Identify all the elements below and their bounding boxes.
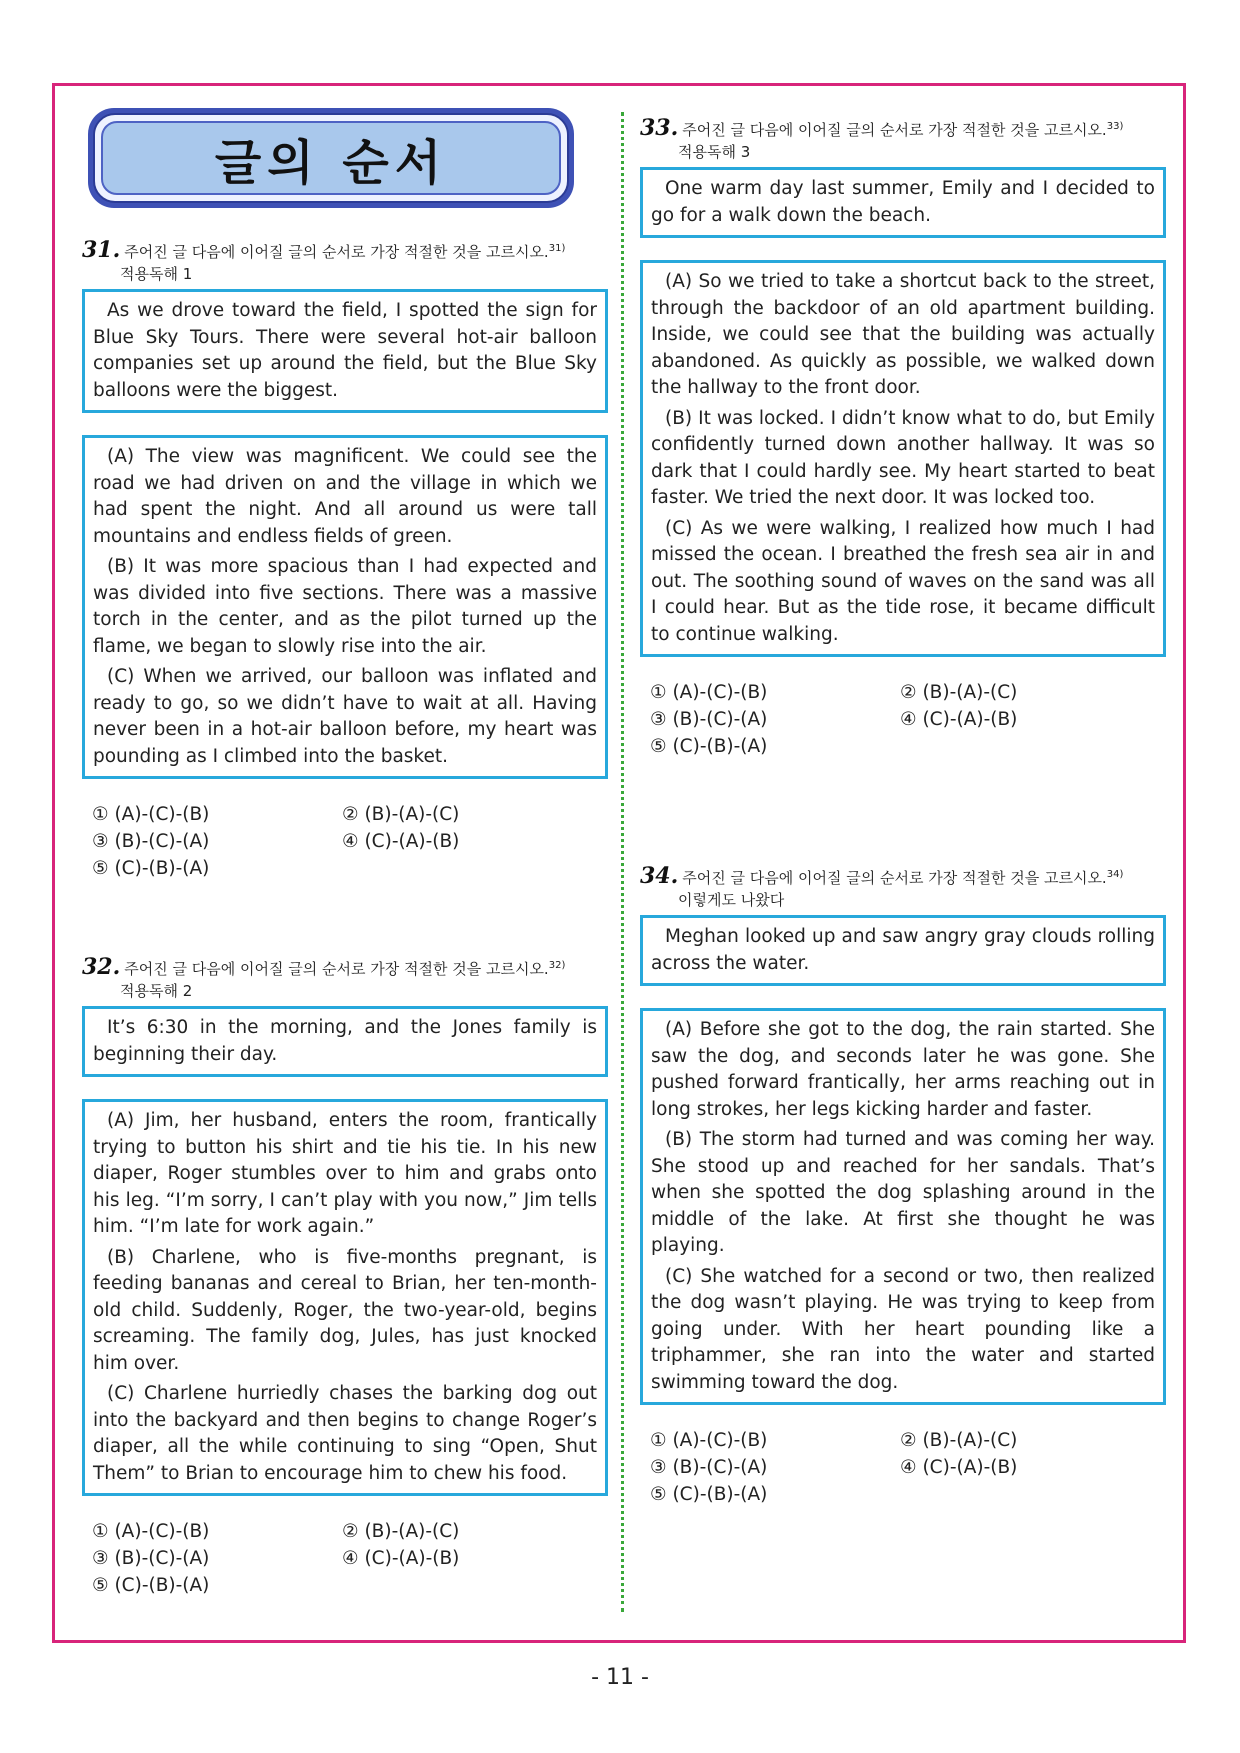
choice-5[interactable]: ⑤ (C)-(B)-(A)	[650, 1484, 768, 1505]
choice-3[interactable]: ③ (B)-(C)-(A)	[92, 831, 210, 852]
question-31	[82, 238, 608, 882]
question-number: 31.	[82, 237, 121, 263]
given-text-box	[640, 915, 1166, 986]
choice-1[interactable]: ① (A)-(C)-(B)	[650, 1430, 768, 1451]
paragraph-b: (B) Charlene, who is five-months pregnant, is feeding bananas and cereal to Brian, her ten-month-old child. Suddenly, Roger, the two-year-old, begins screaming. The family dog, Jules, has just knocked him over.	[93, 1246, 597, 1374]
passage-box	[640, 260, 1166, 657]
choice-5[interactable]: ⑤ (C)-(B)-(A)	[92, 858, 210, 879]
column-divider	[621, 112, 624, 1612]
choice-2[interactable]: ② (B)-(A)-(C)	[900, 682, 1018, 703]
passage-box	[82, 435, 608, 779]
question-instruction: 주어진 글 다음에 이어질 글의 순서로 가장 적절한 것을 고르시오.	[124, 243, 549, 261]
choice-4[interactable]: ④ (C)-(A)-(B)	[342, 1548, 460, 1569]
question-number: 33.	[640, 115, 679, 141]
choice-5[interactable]: ⑤ (C)-(B)-(A)	[92, 1575, 210, 1596]
question-source: 적용독해 2	[120, 982, 193, 1000]
question-header	[82, 238, 608, 285]
choice-1[interactable]: ① (A)-(C)-(B)	[92, 804, 210, 825]
paragraph-a: (A) So we tried to take a shortcut back to the street, through the backdoor of an old apartment building. Inside, we could see that the building was actually abandoned. As quickly as possible, we walked down the hallway to the front door.	[651, 271, 1155, 398]
paragraph-b: (B) It was locked. I didn’t know what to do, but Emily confidently turned down another hallway. It was so dark that I could hardly see. My heart started to beat faster. We tried the next door. It was locked too.	[651, 407, 1155, 508]
choice-1[interactable]: ① (A)-(C)-(B)	[650, 682, 768, 703]
question-source: 이렇게도 나왔다	[678, 891, 785, 909]
given-text-box	[82, 289, 608, 413]
given-text-box	[82, 1006, 608, 1077]
choice-1[interactable]: ① (A)-(C)-(B)	[92, 1521, 210, 1542]
choice-4[interactable]: ④ (C)-(A)-(B)	[900, 1457, 1018, 1478]
choice-3[interactable]: ③ (B)-(C)-(A)	[650, 1457, 768, 1478]
page-title: 글의 순서	[214, 134, 448, 191]
answer-choices	[82, 801, 608, 882]
page-number: - 11 -	[591, 1665, 649, 1690]
question-header	[82, 955, 608, 1002]
choice-2[interactable]: ② (B)-(A)-(C)	[342, 804, 460, 825]
choice-2[interactable]: ② (B)-(A)-(C)	[900, 1430, 1018, 1451]
paragraph-b: (B) The storm had turned and was coming her way. She stood up and reached for her sandals. That’s when she spotted the dog splashing around in the middle of the lake. At first she thought he was playing.	[651, 1129, 1155, 1256]
question-header	[640, 116, 1166, 163]
paragraph-a: (A) Jim, her husband, enters the room, frantically trying to button his shirt and tie his tie. In his new diaper, Roger stumbles over to him and grabs onto his leg. “I’m sorry, I can’t play with you now,” Jim tells him. “I’m late for work again.”	[93, 1110, 597, 1237]
question-source: 적용독해 3	[678, 143, 751, 161]
paragraph-b: (B) It was more spacious than I had expected and was divided into five sections. There was a massive torch in the center, and as the pilot turned up the flame, we began to slowly rise into the air.	[93, 556, 597, 657]
paragraph-c: (C) When we arrived, our balloon was inflated and ready to go, so we didn’t have to wait at all. Having never been in a hot-air balloon before, my heart was pounding as I climbed into the basket.	[93, 666, 597, 767]
paragraph-a: (A) The view was magnificent. We could see the road we had driven on and the village in which we had spent the night. And all around us were tall mountains and endless fields of green.	[93, 446, 597, 547]
question-number: 34.	[640, 863, 679, 889]
choice-2[interactable]: ② (B)-(A)-(C)	[342, 1521, 460, 1542]
given-text: As we drove toward the field, I spotted the sign for Blue Sky Tours. There were several hot-air balloon companies set up around the field, but the Blue Sky balloons were the biggest.	[93, 300, 597, 401]
answer-choices	[640, 679, 1166, 760]
question-instruction: 주어진 글 다음에 이어질 글의 순서로 가장 적절한 것을 고르시오.	[682, 121, 1107, 139]
question-ref: 31)	[548, 243, 566, 254]
title-banner	[88, 108, 574, 208]
choice-4[interactable]: ④ (C)-(A)-(B)	[342, 831, 460, 852]
question-ref: 34)	[1106, 869, 1124, 880]
choice-3[interactable]: ③ (B)-(C)-(A)	[650, 709, 768, 730]
question-32	[82, 955, 608, 1599]
given-text: One warm day last summer, Emily and I decided to go for a walk down the beach.	[651, 178, 1155, 226]
question-33	[640, 116, 1166, 760]
paragraph-c: (C) As we were walking, I realized how much I had missed the ocean. I breathed the fresh sea air in and out. The soothing sound of waves on the sand was all I could hear. But as the tide rose, it became difficult to continue walking.	[651, 517, 1155, 645]
passage-box	[640, 1008, 1166, 1405]
question-source: 적용독해 1	[120, 265, 193, 283]
passage-box	[82, 1099, 608, 1496]
choice-5[interactable]: ⑤ (C)-(B)-(A)	[650, 736, 768, 757]
answer-choices	[82, 1518, 608, 1599]
paragraph-a: (A) Before she got to the dog, the rain started. She saw the dog, and seconds later he was gone. She pushed forward frantically, her arms reaching out in long strokes, her legs kicking harder and faster.	[651, 1019, 1155, 1120]
given-text-box	[640, 167, 1166, 238]
given-text: It’s 6:30 in the morning, and the Jones family is beginning their day.	[93, 1017, 597, 1065]
choice-4[interactable]: ④ (C)-(A)-(B)	[900, 709, 1018, 730]
question-ref: 33)	[1106, 121, 1124, 132]
paragraph-c: (C) She watched for a second or two, then realized the dog wasn’t playing. He was trying to keep from going under. With her heart pounding like a triphammer, she ran into the water and started swimming toward the dog.	[651, 1265, 1155, 1393]
question-instruction: 주어진 글 다음에 이어질 글의 순서로 가장 적절한 것을 고르시오.	[124, 960, 549, 978]
question-instruction: 주어진 글 다음에 이어질 글의 순서로 가장 적절한 것을 고르시오.	[682, 869, 1107, 887]
question-ref: 32)	[548, 960, 566, 971]
question-34	[640, 864, 1166, 1508]
paragraph-c: (C) Charlene hurriedly chases the barking dog out into the backyard and then begins to change Roger’s diaper, all the while continuing to sing “Open, Shut Them” to Brian to encourage him to chew his food.	[93, 1383, 597, 1484]
choice-3[interactable]: ③ (B)-(C)-(A)	[92, 1548, 210, 1569]
question-header	[640, 864, 1166, 911]
given-text: Meghan looked up and saw angry gray clouds rolling across the water.	[651, 926, 1155, 974]
answer-choices	[640, 1427, 1166, 1508]
question-number: 32.	[82, 954, 121, 980]
